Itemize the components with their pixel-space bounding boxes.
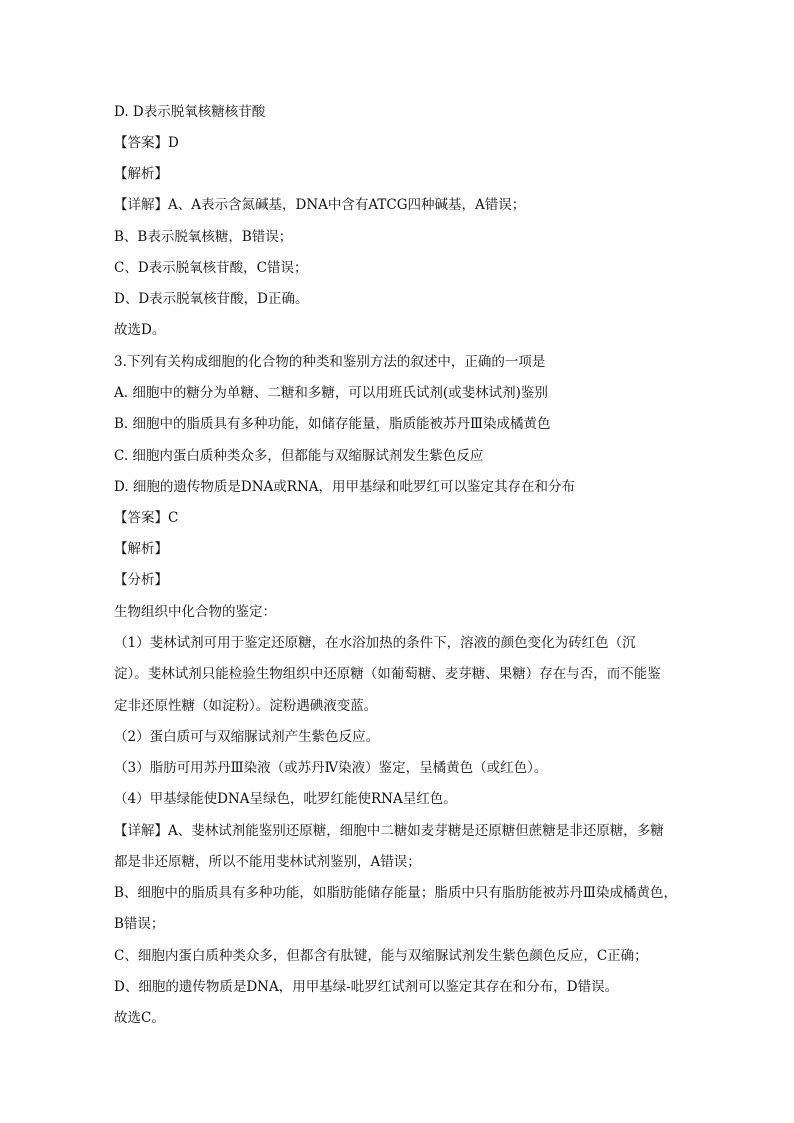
detail-line: 【详解】A、A表示含氮碱基，DNA中含有ATCG四种碱基，A错误；	[114, 197, 526, 213]
option-c: C. 细胞内蛋白质种类众多，但都能与双缩脲试剂发生紫色反应	[114, 448, 484, 464]
analysis-label: 【解析】	[114, 166, 168, 182]
option-a: A. 细胞中的糖分为单糖、二糖和多糖，可以用班氏试剂(或斐林试剂)鉴别	[114, 385, 548, 401]
detail-line: C、D表示脱氧核苷酸，C错误；	[114, 260, 308, 276]
question-stem: 3.下列有关构成细胞的化合物的种类和鉴别方法的叙述中，正确的一项是	[114, 354, 546, 370]
analysis-item-1-cont: 定非还原性糖（如淀粉）。淀粉遇碘液变蓝。	[114, 698, 378, 714]
detail-line: B、B表示脱氧核糖，B错误；	[114, 229, 293, 245]
option-b: B. 细胞中的脂质具有多种功能，如储存能量，脂质能被苏丹Ⅲ染成橘黄色	[114, 416, 551, 432]
answer-label: 【答案】D	[114, 135, 179, 151]
fenxi-label: 【分析】	[114, 572, 168, 588]
detail-line: D、D表示脱氧核苷酸，D正确。	[114, 291, 309, 307]
detail-line: B错误；	[114, 916, 165, 932]
detail-line: B、细胞中的脂质具有多种功能，如脂肪能储存能量；脂质中只有脂肪能被苏丹Ⅲ染成橘黄色，	[114, 885, 677, 901]
option-d: D. 细胞的遗传物质是DNA或RNA，用甲基绿和吡罗红可以鉴定其存在和分布	[114, 479, 576, 495]
detail-line: 都是非还原糖，所以不能用斐林试剂鉴别，A错误；	[114, 854, 421, 870]
detail-line: 【详解】A、斐林试剂能鉴别还原糖，细胞中二糖如麦芽糖是还原糖但蔗糖是非还原糖，多糖	[114, 823, 664, 839]
analysis-item-4: （4）甲基绿能使DNA呈绿色，吡罗红能使RNA呈红色。	[114, 791, 457, 807]
analysis-item-3: （3）脂肪可用苏丹Ⅲ染液（或苏丹Ⅳ染液）鉴定，呈橘黄色（或红色）。	[114, 760, 548, 776]
conclusion-line: 故选D。	[114, 322, 166, 338]
detail-line: C、细胞内蛋白质种类众多，但都含有肽键，能与双缩脲试剂发生紫色颜色反应，C正确；	[114, 948, 648, 964]
conclusion-line: 故选C。	[114, 1010, 165, 1026]
analysis-item-1: （1）斐林试剂可用于鉴定还原糖，在水浴加热的条件下，溶液的颜色变化为砖红色（沉	[114, 635, 636, 651]
answer-label: 【答案】C	[114, 510, 179, 526]
option-d-prev: D. D表示脱氧核糖核苷酸	[114, 104, 266, 120]
analysis-heading: 生物组织中化合物的鉴定：	[114, 604, 276, 620]
analysis-item-2: （2）蛋白质可与双缩脲试剂产生紫色反应。	[114, 729, 380, 745]
analysis-item-1-cont: 淀）。斐林试剂只能检验生物组织中还原糖（如葡萄糖、麦芽糖、果糖）存在与否，而不能鉴	[114, 666, 661, 682]
detail-line: D、细胞的遗传物质是DNA，用甲基绿-吡罗红试剂可以鉴定其存在和分布，D错误。	[114, 979, 619, 995]
analysis-label: 【解析】	[114, 541, 168, 557]
